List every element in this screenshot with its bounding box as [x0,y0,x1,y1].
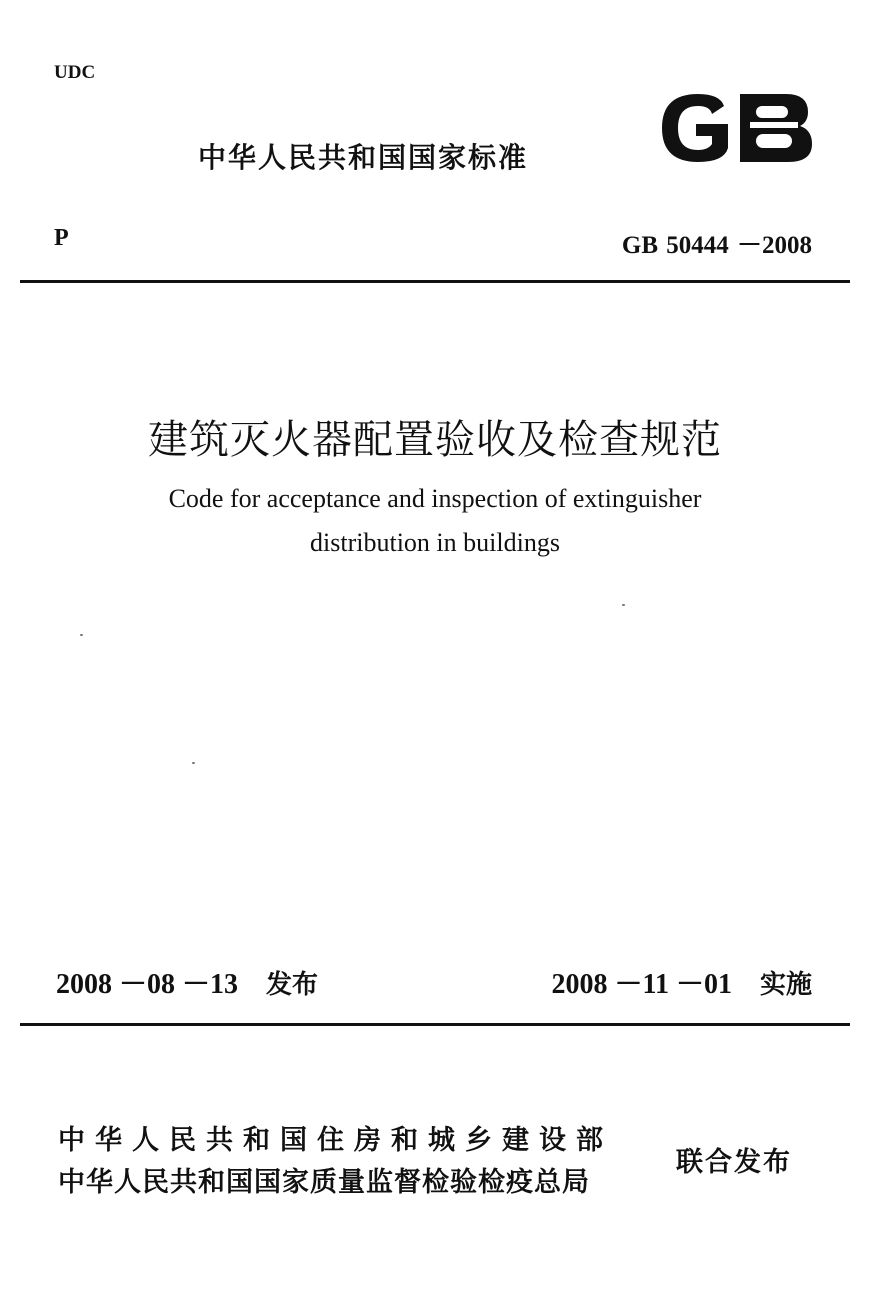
national-standard-heading: 中华人民共和国国家标准 [198,141,529,174]
scan-speck [622,604,625,606]
issue-label: 发布 [266,970,319,1000]
standard-number: GB 50444 －2008 [621,232,812,259]
title-english-line2: distribution in buildings [310,528,560,557]
scan-speck [192,762,195,764]
udc-label: UDC [54,62,96,83]
issue-date: 2008 －08 －13 [56,969,239,1000]
issue-date-block [56,962,318,1002]
title-chinese: 建筑灭火器配置验收及检查规范 [148,417,722,463]
scan-speck [80,634,83,636]
gb-logo [654,88,816,168]
publisher-ministry: 中华人民共和国住房和城乡建设部 [58,1125,613,1156]
joint-publish-label: 联合发布 [676,1147,792,1178]
effective-date: 2008 －11 －01 [551,969,732,1000]
classification-code: P [54,225,69,251]
title-english-line1: Code for acceptance and inspection of extinguisher [168,484,702,513]
publisher-aqsiq: 中华人民共和国国家质量监督检验检疫总局 [58,1167,590,1198]
effective-date-block [552,962,812,1002]
bottom-divider [20,1023,850,1026]
effective-label: 实施 [759,970,812,1000]
top-divider [20,280,850,283]
